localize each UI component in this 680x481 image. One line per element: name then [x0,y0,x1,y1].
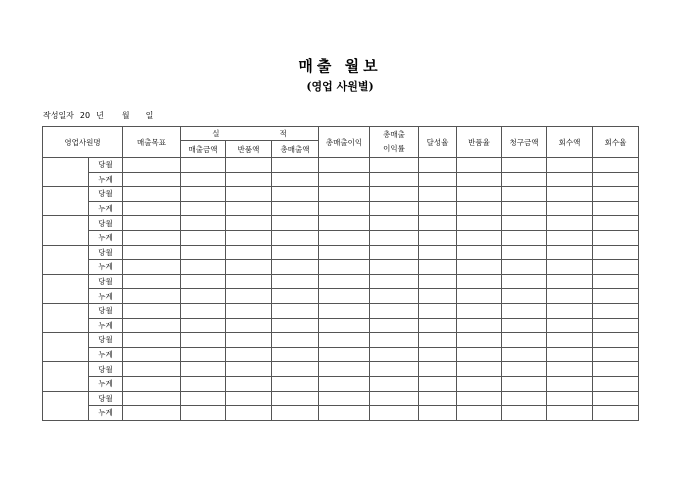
data-cell[interactable] [593,201,639,216]
data-cell[interactable] [370,158,419,173]
data-cell[interactable] [457,347,502,362]
data-cell[interactable] [547,303,593,318]
data-cell[interactable] [181,289,226,304]
data-cell[interactable] [272,201,319,216]
data-cell[interactable] [419,158,457,173]
data-cell[interactable] [226,347,272,362]
data-cell[interactable] [457,333,502,348]
page-subtitle: (영업 사원별) [306,80,374,93]
data-cell[interactable] [370,362,419,377]
day-unit: 일 [145,111,154,120]
data-cell[interactable] [272,303,319,318]
data-cell[interactable] [502,376,547,391]
data-cell[interactable] [319,216,370,231]
data-cell[interactable] [502,216,547,231]
data-cell[interactable] [547,230,593,245]
data-cell[interactable] [547,201,593,216]
salesperson-cell[interactable] [43,245,89,274]
period-label: 당월 [89,303,123,318]
period-label: 누계 [89,318,123,333]
header-total-sales: 총매출액 [272,141,319,158]
data-cell[interactable] [593,333,639,348]
data-cell[interactable] [457,289,502,304]
period-label: 당월 [89,391,123,406]
table-row [43,406,639,421]
period-label: 누계 [89,201,123,216]
data-cell[interactable] [319,187,370,202]
data-cell[interactable] [419,216,457,231]
data-cell[interactable] [319,260,370,275]
data-cell[interactable] [593,230,639,245]
data-cell[interactable] [181,406,226,421]
period-label: 누계 [89,230,123,245]
data-cell[interactable] [457,216,502,231]
data-cell[interactable] [457,274,502,289]
data-cell[interactable] [502,303,547,318]
table-row [43,260,639,275]
data-cell[interactable] [181,274,226,289]
data-cell[interactable] [502,187,547,202]
data-cell[interactable] [502,201,547,216]
data-cell[interactable] [502,391,547,406]
data-cell[interactable] [272,274,319,289]
data-cell[interactable] [593,274,639,289]
table-row [43,245,639,260]
data-cell[interactable] [547,274,593,289]
data-cell[interactable] [123,347,181,362]
data-cell[interactable] [181,376,226,391]
data-cell[interactable] [502,158,547,173]
data-cell[interactable] [272,391,319,406]
data-cell[interactable] [226,245,272,260]
data-cell[interactable] [272,376,319,391]
data-cell[interactable] [272,260,319,275]
data-cell[interactable] [226,230,272,245]
data-cell[interactable] [123,274,181,289]
data-cell[interactable] [181,318,226,333]
data-cell[interactable] [181,230,226,245]
data-cell[interactable] [319,274,370,289]
data-cell[interactable] [272,158,319,173]
data-cell[interactable] [419,187,457,202]
data-cell[interactable] [419,289,457,304]
data-cell[interactable] [419,318,457,333]
data-cell[interactable] [319,362,370,377]
data-cell[interactable] [226,318,272,333]
period-label: 당월 [89,245,123,260]
data-cell[interactable] [181,216,226,231]
data-cell[interactable] [123,187,181,202]
table-row [43,158,639,173]
period-label: 누계 [89,376,123,391]
data-cell[interactable] [272,333,319,348]
data-cell[interactable] [547,362,593,377]
data-cell[interactable] [123,289,181,304]
data-cell[interactable] [272,318,319,333]
data-cell[interactable] [457,318,502,333]
data-cell[interactable] [419,260,457,275]
header-return-rate: 반품율 [457,127,502,158]
table-row [43,289,639,304]
data-cell[interactable] [419,274,457,289]
header-collection-rate: 회수율 [593,127,639,158]
header-billing: 청구금액 [502,127,547,158]
header-target: 매출목표 [123,127,181,158]
month-unit: 월 [121,111,130,120]
data-cell[interactable] [123,260,181,275]
data-cell[interactable] [547,406,593,421]
data-cell[interactable] [370,333,419,348]
data-cell[interactable] [370,376,419,391]
data-cell[interactable] [272,187,319,202]
header-achievement: 달성율 [419,127,457,158]
data-cell[interactable] [319,391,370,406]
data-cell[interactable] [272,172,319,187]
data-cell[interactable] [123,406,181,421]
data-cell[interactable] [181,158,226,173]
data-cell[interactable] [502,172,547,187]
data-cell[interactable] [226,274,272,289]
data-cell[interactable] [123,158,181,173]
data-cell[interactable] [593,245,639,260]
data-cell[interactable] [370,303,419,318]
period-label: 당월 [89,187,123,202]
table-row [43,347,639,362]
data-cell[interactable] [181,172,226,187]
header-actual-right: 적 [279,129,287,138]
period-label: 누계 [89,172,123,187]
table-row [43,274,639,289]
data-cell[interactable] [457,187,502,202]
data-cell[interactable] [181,303,226,318]
data-cell[interactable] [272,406,319,421]
data-cell[interactable] [593,318,639,333]
salesperson-cell[interactable] [43,391,89,420]
data-cell[interactable] [370,230,419,245]
data-cell[interactable] [547,260,593,275]
header-profit-rate-line2: 이익률 [383,144,405,153]
data-cell[interactable] [457,230,502,245]
period-label: 당월 [89,216,123,231]
data-cell[interactable] [547,347,593,362]
data-cell[interactable] [502,230,547,245]
data-cell[interactable] [457,406,502,421]
table-row [43,172,639,187]
period-label: 당월 [89,158,123,173]
data-cell[interactable] [226,172,272,187]
data-cell[interactable] [419,333,457,348]
table-row [43,187,639,202]
data-cell[interactable] [319,333,370,348]
data-cell[interactable] [419,406,457,421]
data-cell[interactable] [457,260,502,275]
data-cell[interactable] [370,172,419,187]
year-prefix: 20 [79,111,91,120]
data-cell[interactable] [547,289,593,304]
data-cell[interactable] [319,172,370,187]
data-cell[interactable] [547,158,593,173]
salesperson-cell[interactable] [43,303,89,332]
period-label: 누계 [89,260,123,275]
data-cell[interactable] [593,406,639,421]
data-cell[interactable] [370,216,419,231]
period-label: 당월 [89,274,123,289]
year-unit: 년 [96,111,104,120]
data-cell[interactable] [502,245,547,260]
date-line [43,110,153,121]
header-actual [181,127,319,141]
data-cell[interactable] [457,172,502,187]
data-cell[interactable] [593,289,639,304]
data-cell[interactable] [370,391,419,406]
data-cell[interactable] [593,347,639,362]
data-cell[interactable] [457,362,502,377]
data-cell[interactable] [123,376,181,391]
table-row [43,362,639,377]
data-cell[interactable] [181,260,226,275]
data-cell[interactable] [319,347,370,362]
data-cell[interactable] [272,230,319,245]
table-row [43,391,639,406]
data-cell[interactable] [419,347,457,362]
data-cell[interactable] [547,245,593,260]
data-cell[interactable] [502,406,547,421]
data-cell[interactable] [457,245,502,260]
data-cell[interactable] [547,172,593,187]
data-cell[interactable] [123,230,181,245]
data-cell[interactable] [547,318,593,333]
data-cell[interactable] [123,216,181,231]
data-cell[interactable] [547,216,593,231]
data-cell[interactable] [593,391,639,406]
data-cell[interactable] [457,391,502,406]
data-cell[interactable] [123,201,181,216]
data-cell[interactable] [370,245,419,260]
header-returns: 반품액 [226,141,272,158]
data-cell[interactable] [181,347,226,362]
data-cell[interactable] [319,406,370,421]
data-cell[interactable] [457,158,502,173]
salesperson-cell[interactable] [43,216,89,245]
data-cell[interactable] [319,245,370,260]
data-cell[interactable] [419,245,457,260]
data-cell[interactable] [370,260,419,275]
data-cell[interactable] [419,172,457,187]
data-cell[interactable] [457,303,502,318]
data-cell[interactable] [181,245,226,260]
data-cell[interactable] [226,303,272,318]
data-cell[interactable] [123,362,181,377]
data-cell[interactable] [319,303,370,318]
data-cell[interactable] [457,376,502,391]
header-gross-profit: 총매출이익 [319,127,370,158]
data-cell[interactable] [419,391,457,406]
data-cell[interactable] [419,201,457,216]
salesperson-cell[interactable] [43,187,89,216]
data-cell[interactable] [226,362,272,377]
page-title: 매출 월보 [298,57,382,75]
sales-report-table [42,126,639,421]
data-cell[interactable] [226,376,272,391]
data-cell[interactable] [593,216,639,231]
salesperson-cell[interactable] [43,333,89,362]
table-row [43,376,639,391]
data-cell[interactable] [319,289,370,304]
salesperson-cell[interactable] [43,362,89,391]
data-cell[interactable] [593,376,639,391]
data-cell[interactable] [181,333,226,348]
data-cell[interactable] [272,216,319,231]
data-cell[interactable] [272,289,319,304]
data-cell[interactable] [593,158,639,173]
data-cell[interactable] [419,230,457,245]
data-cell[interactable] [181,362,226,377]
data-cell[interactable] [181,201,226,216]
data-cell[interactable] [181,187,226,202]
data-cell[interactable] [502,333,547,348]
data-cell[interactable] [319,201,370,216]
header-profit-rate [370,127,419,158]
table-row [43,303,639,318]
data-cell[interactable] [319,230,370,245]
header-sales-amount: 매출금액 [181,141,226,158]
data-cell[interactable] [319,376,370,391]
data-cell[interactable] [272,362,319,377]
data-cell[interactable] [547,391,593,406]
data-cell[interactable] [226,260,272,275]
data-cell[interactable] [419,303,457,318]
report-body [43,158,639,421]
data-cell[interactable] [502,260,547,275]
header-actual-left: 실 [212,129,220,138]
data-cell[interactable] [593,362,639,377]
data-cell[interactable] [502,347,547,362]
header-salesperson: 영업사원명 [43,127,123,158]
data-cell[interactable] [419,376,457,391]
data-cell[interactable] [123,303,181,318]
data-cell[interactable] [370,274,419,289]
data-cell[interactable] [502,318,547,333]
period-label: 당월 [89,362,123,377]
table-row [43,318,639,333]
data-cell[interactable] [370,347,419,362]
data-cell[interactable] [370,289,419,304]
data-cell[interactable] [370,201,419,216]
data-cell[interactable] [226,216,272,231]
data-cell[interactable] [123,318,181,333]
data-cell[interactable] [502,362,547,377]
salesperson-cell[interactable] [43,158,89,187]
data-cell[interactable] [370,406,419,421]
data-cell[interactable] [226,333,272,348]
data-cell[interactable] [226,201,272,216]
data-cell[interactable] [457,201,502,216]
data-cell[interactable] [319,318,370,333]
period-label: 당월 [89,333,123,348]
table-row [43,333,639,348]
data-cell[interactable] [181,391,226,406]
data-cell[interactable] [226,158,272,173]
data-cell[interactable] [123,172,181,187]
data-cell[interactable] [123,391,181,406]
data-cell[interactable] [593,303,639,318]
data-cell[interactable] [593,172,639,187]
period-label: 누계 [89,406,123,421]
data-cell[interactable] [319,158,370,173]
data-cell[interactable] [226,187,272,202]
data-cell[interactable] [593,187,639,202]
table-row [43,201,639,216]
data-cell[interactable] [123,245,181,260]
data-cell[interactable] [272,347,319,362]
period-label: 누계 [89,347,123,362]
data-cell[interactable] [502,274,547,289]
table-row [43,230,639,245]
data-cell[interactable] [226,289,272,304]
header-profit-rate-line1: 총매출 [383,130,405,139]
salesperson-cell[interactable] [43,274,89,303]
table-row [43,216,639,231]
data-cell[interactable] [226,391,272,406]
header-collected: 회수액 [547,127,593,158]
data-cell[interactable] [123,333,181,348]
data-cell[interactable] [226,406,272,421]
period-label: 누계 [89,289,123,304]
data-cell[interactable] [419,362,457,377]
data-cell[interactable] [370,187,419,202]
data-cell[interactable] [547,333,593,348]
date-label: 작성일자 [43,111,74,120]
data-cell[interactable] [547,187,593,202]
data-cell[interactable] [370,318,419,333]
data-cell[interactable] [272,245,319,260]
data-cell[interactable] [502,289,547,304]
data-cell[interactable] [547,376,593,391]
data-cell[interactable] [593,260,639,275]
